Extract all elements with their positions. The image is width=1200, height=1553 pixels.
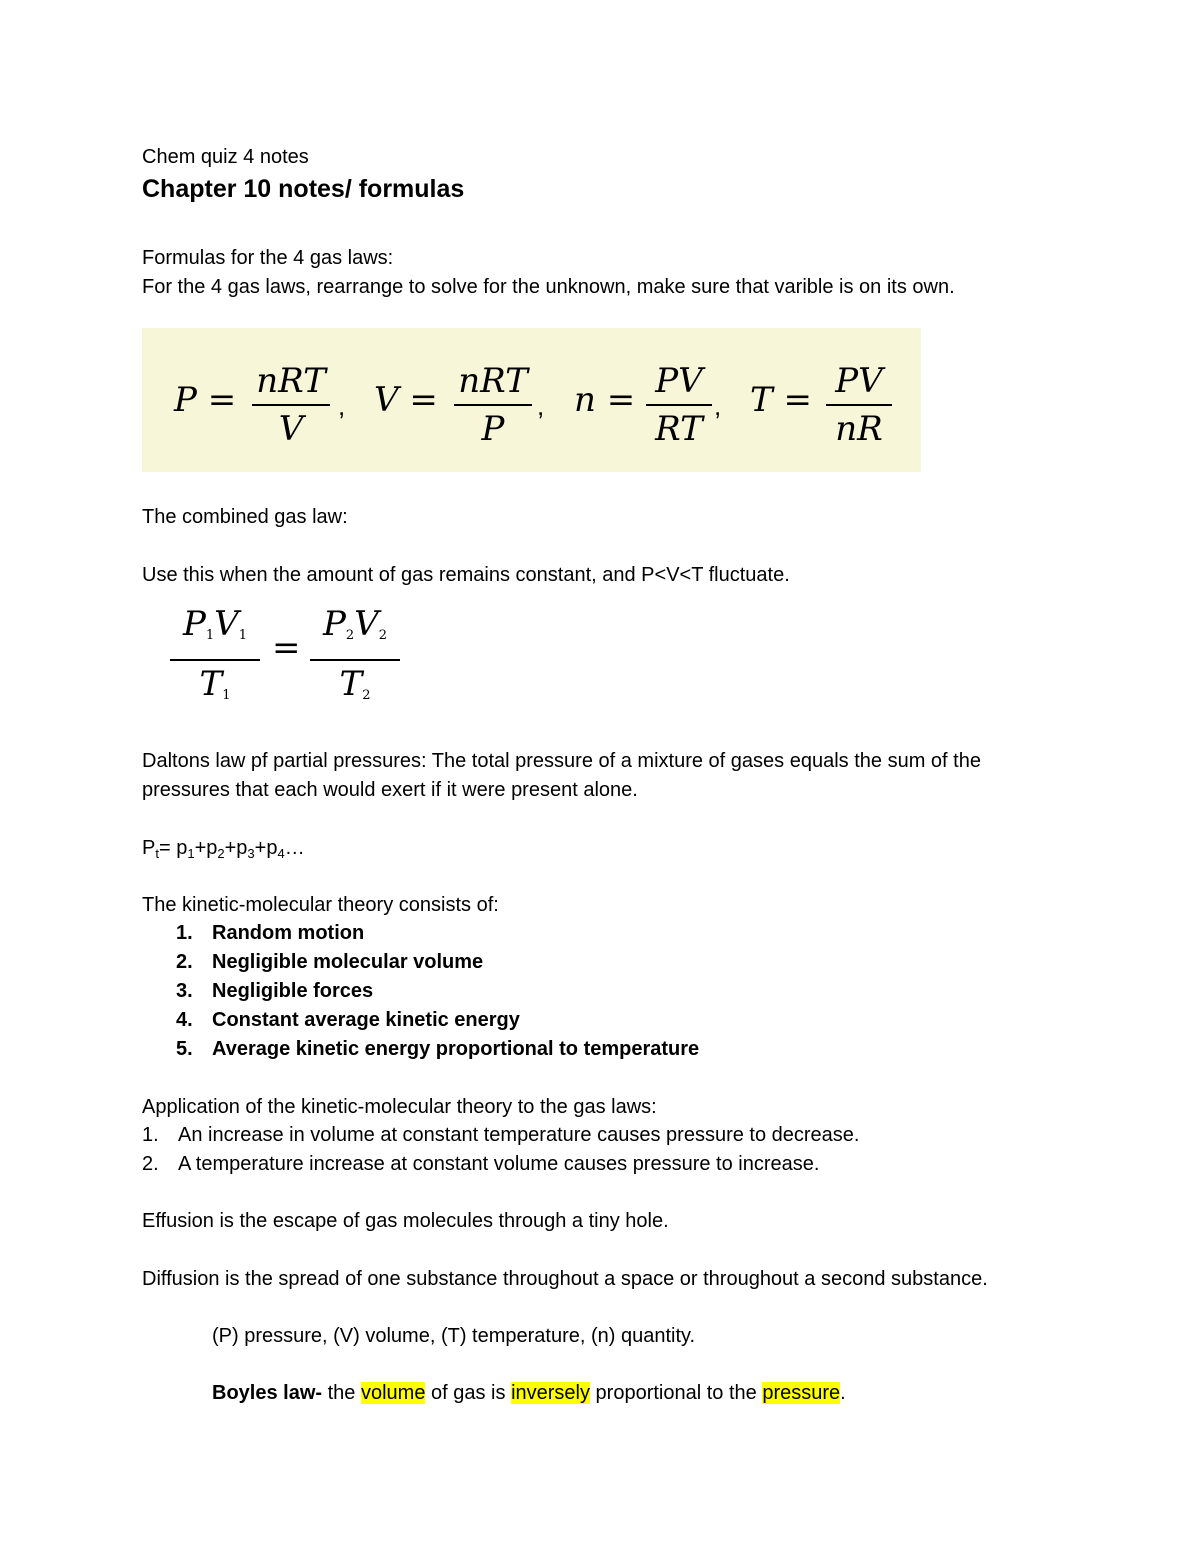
dalton-equation: $P_t=$ $p_1+p_2+p_3+p_4\dots$ — [142, 837, 305, 861]
highlight-volume: volume — [360, 1382, 426, 1404]
highlight-inversely: inversely — [511, 1382, 590, 1404]
formula-3-numerator: PV — [655, 361, 703, 401]
variable-legend: (P) pressure, (V) volume, (T) temperature, (n) quantity. — [212, 1325, 696, 1347]
combined-gas-law-formula — [170, 604, 410, 704]
combined-left-fraction: $P_1V_1$ $T_1$ — [170, 604, 260, 716]
combined-heading: The combined gas law: — [142, 506, 348, 528]
doc-title: Chapter 10 notes/ formulas — [142, 175, 465, 203]
list-item: 2. A temperature increase at constant volume causes pressure to increase. — [142, 1153, 820, 1175]
formula-2-numerator: nRT — [458, 361, 528, 401]
combined-equals: = — [272, 628, 301, 668]
list-item: 5. Average kinetic energy proportional to temperature — [176, 1038, 700, 1060]
formula-1-fraction — [252, 361, 330, 449]
formula-4-fraction — [826, 361, 892, 449]
boyles-law-label: Boyles law- — [212, 1382, 323, 1404]
effusion-definition: Effusion is the escape of gas molecules through a tiny hole. — [142, 1210, 669, 1232]
application-list — [142, 1121, 1042, 1179]
list-item: 2. Negligible molecular volume — [176, 951, 484, 973]
highlight-pressure: pressure — [762, 1382, 841, 1404]
list-item: 1. Random motion — [176, 922, 365, 944]
list-item: 3. Negligible forces — [176, 980, 374, 1002]
kmt-heading: The kinetic-molecular theory consists of: — [142, 894, 499, 916]
combined-description: Use this when the amount of gas remains constant, and P<V<T fluctuate. — [142, 564, 790, 586]
formula-3-lhs: n = — [574, 380, 636, 420]
diffusion-definition: Diffusion is the spread of one substance throughout a space or throughout a second substance. — [142, 1268, 988, 1290]
list-item: 1. An increase in volume at constant temperature causes pressure to decrease. — [142, 1124, 860, 1146]
formula-2-denominator: P — [481, 409, 505, 449]
formula-2-fraction — [454, 361, 532, 449]
application-heading: Application of the kinetic-molecular theory to the gas laws: — [142, 1096, 657, 1118]
gas-law-formula-box: P = nRT V , V = nRT P , n = PV RT , T = PV nR — [142, 328, 921, 472]
dalton-line-2: pressures that each would exert if it were present alone. — [142, 779, 638, 801]
kmt-list — [176, 919, 876, 1064]
boyles-law: Boyles law- the volume of gas is inversely proportional to the pressure. — [212, 1382, 846, 1404]
gas-laws-instruction: For the 4 gas laws, rearrange to solve for the unknown, make sure that varible is on its own. — [142, 276, 955, 298]
dalton-line-1: Daltons law pf partial pressures: The total pressure of a mixture of gases equals the sum of the — [142, 750, 981, 772]
formula-4-numerator: PV — [835, 361, 883, 401]
formula-2-lhs: V = — [374, 380, 438, 420]
formula-3-fraction — [646, 361, 712, 449]
formula-1-denominator: V — [278, 409, 304, 449]
doc-subtitle: Chem quiz 4 notes — [142, 146, 309, 168]
formula-4-denominator: nR — [835, 409, 883, 449]
combined-right-fraction: $P_2V_2$ $T_2$ — [310, 604, 400, 716]
formula-4-lhs: T = — [750, 380, 812, 420]
list-item: 4. Constant average kinetic energy — [176, 1009, 520, 1031]
formula-1-lhs: P = — [174, 380, 237, 420]
formula-1-numerator: nRT — [256, 361, 326, 401]
formula-3-denominator: RT — [655, 409, 703, 449]
gas-laws-intro: Formulas for the 4 gas laws: — [142, 247, 394, 269]
